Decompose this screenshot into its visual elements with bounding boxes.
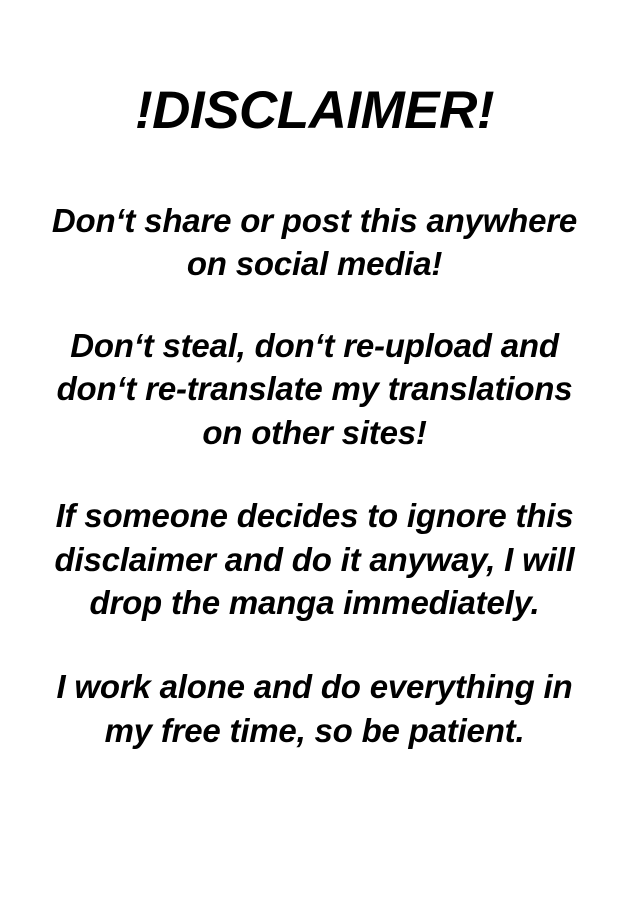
- page-title: !DISCLAIMER!: [134, 81, 495, 140]
- disclaimer-paragraph-2: Don‘t steal, don‘t re-upload and don‘t re-translate my translations on other sites!: [56, 326, 573, 451]
- disclaimer-paragraph-1: Don‘t share or post this anywhere on social media!: [51, 201, 578, 283]
- disclaimer-paragraph-4: I work alone and do everything in my free time, so be patient.: [56, 668, 573, 749]
- disclaimer-paragraph-3: If someone decides to ignore this disclaimer and do it anyway, I will drop the manga immediately.: [54, 497, 575, 622]
